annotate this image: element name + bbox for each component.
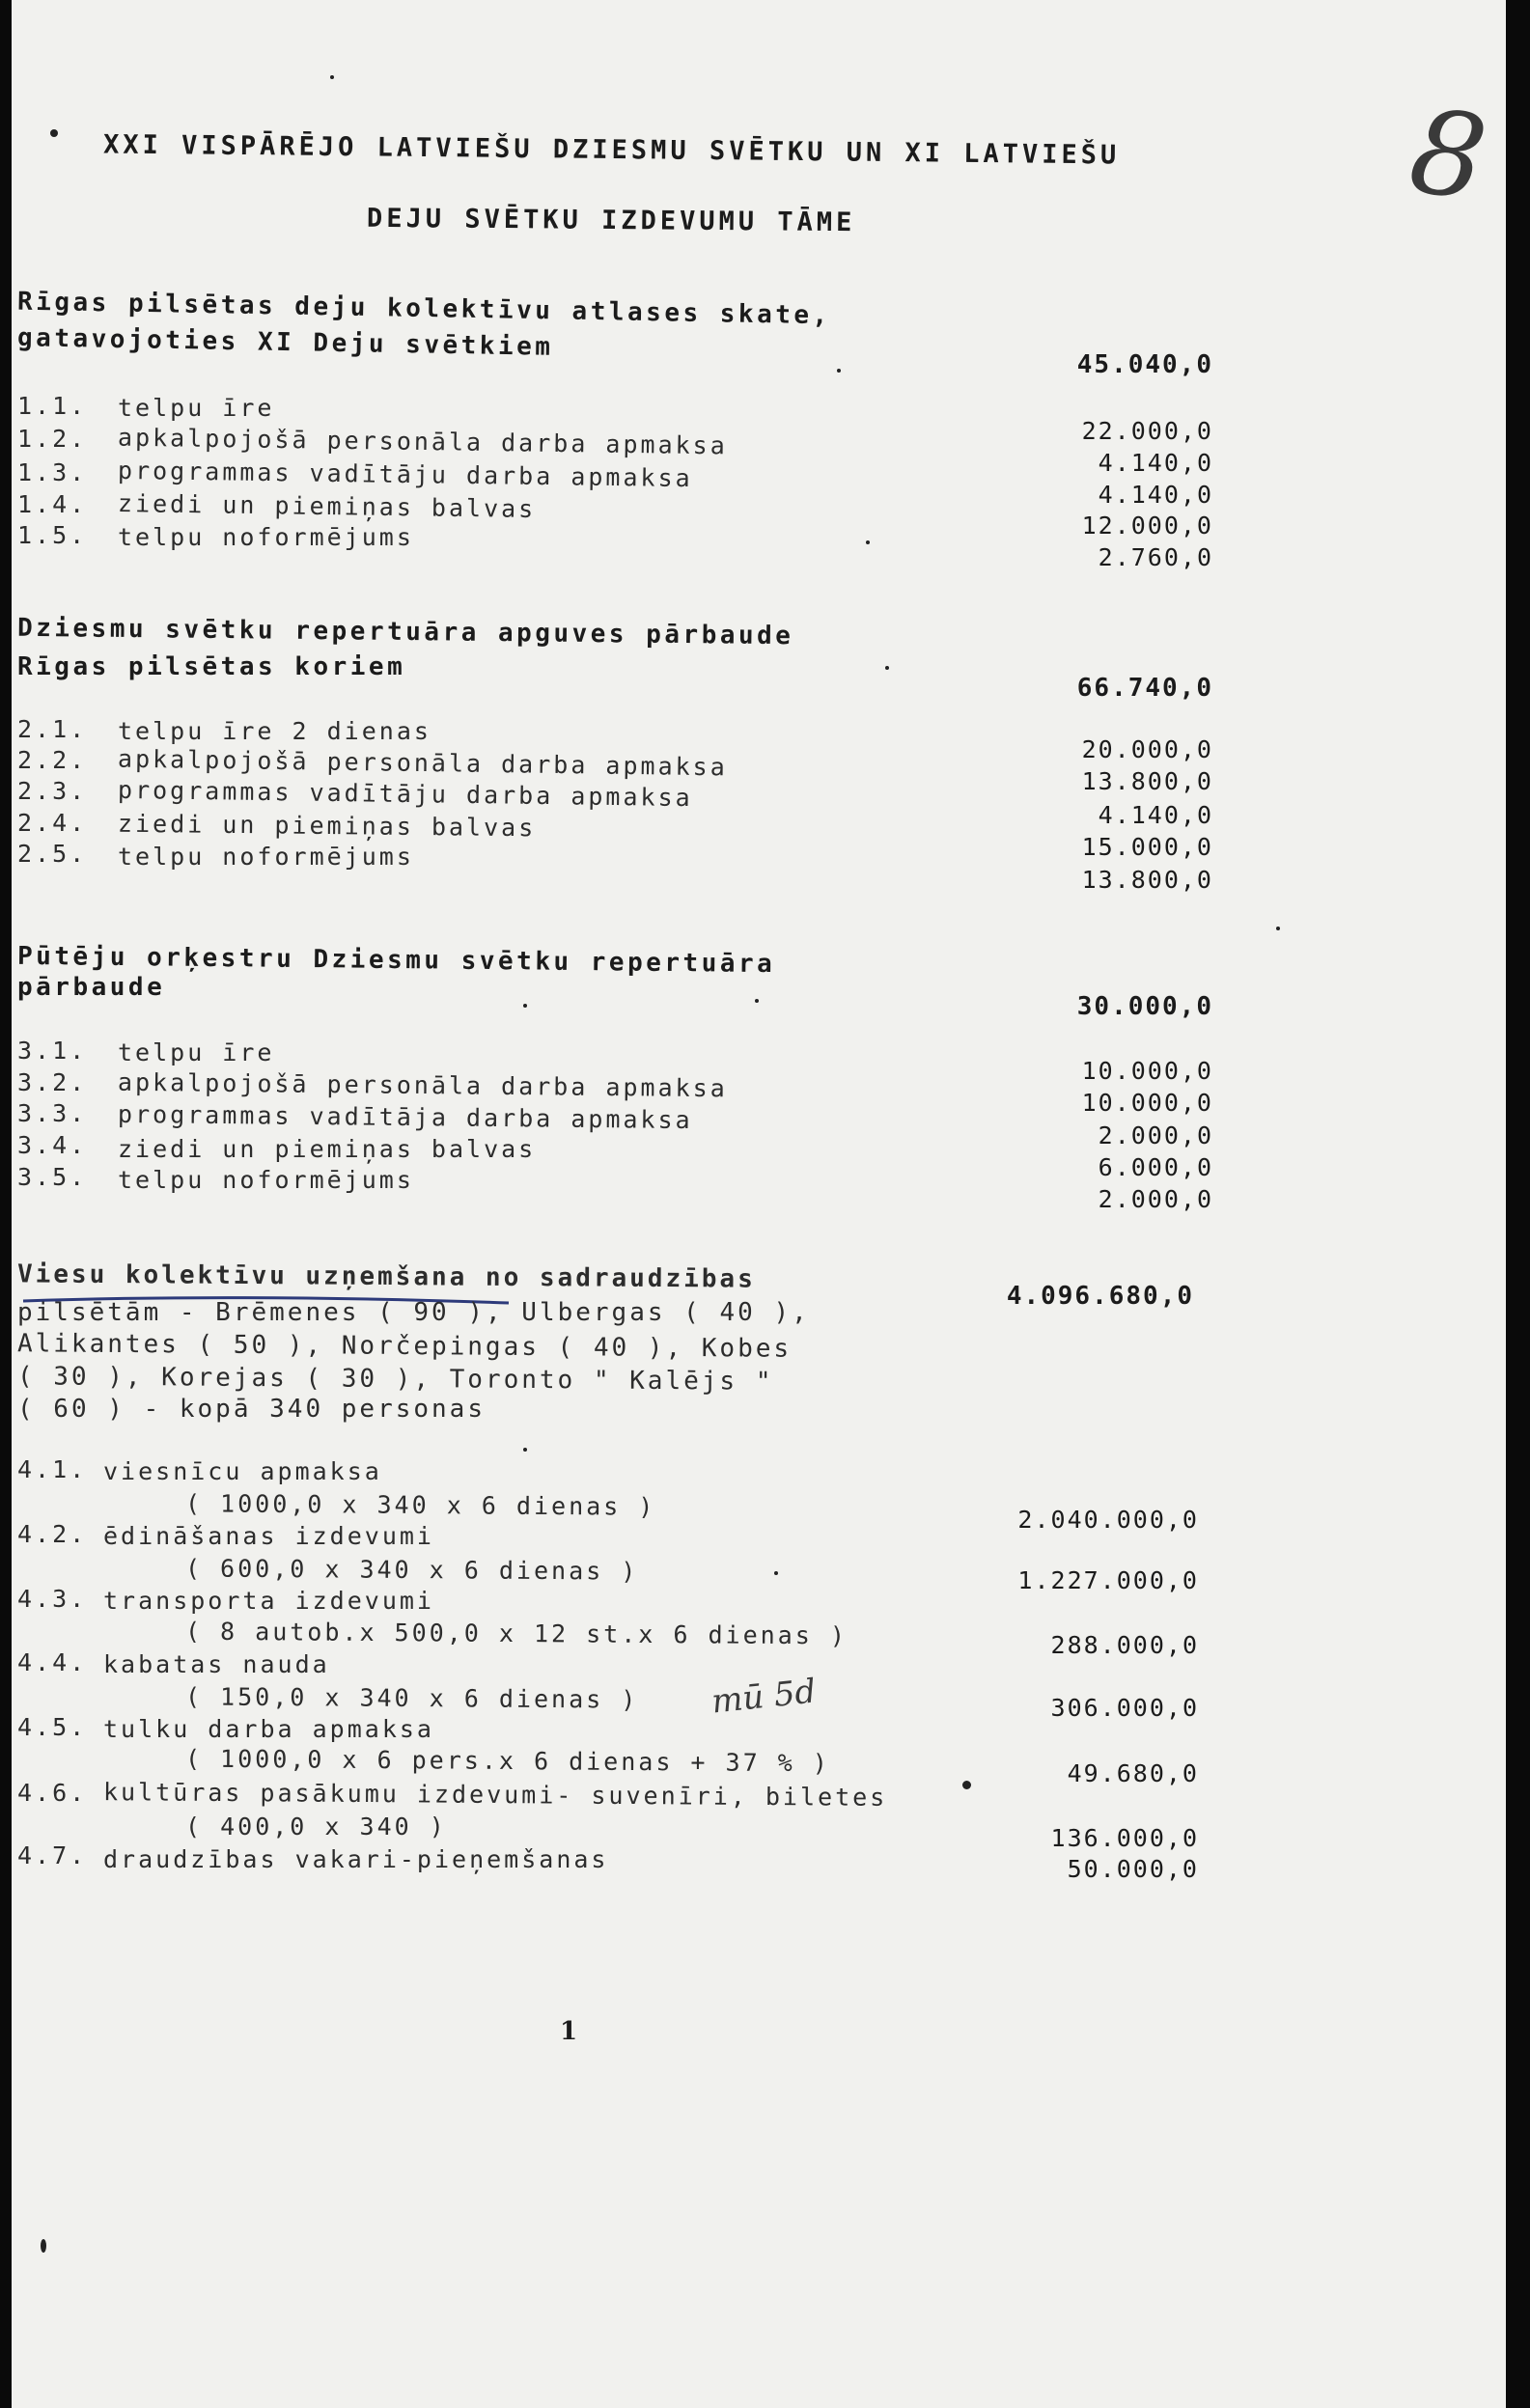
section-3-heading-1: Pūtēju orķestru Dziesmu svētku repertuāra	[16, 941, 776, 980]
section-4-heading-3: Alikantes ( 50 ), Norčepingas ( 40 ), Kobes	[16, 1329, 793, 1364]
section-1-total: 45.040,0	[1076, 350, 1213, 379]
item-4-4-detail: ( 150,0 x 340 x 6 dienas )	[184, 1682, 639, 1714]
item-4-6-detail: ( 400,0 x 340 )	[185, 1813, 447, 1841]
item-2-2-label: apkalpojošā personāla darba apmaksa	[117, 744, 728, 782]
section-2-heading-2: Rīgas pilsētas koriem	[17, 652, 406, 681]
scan-speck	[837, 369, 841, 373]
section-4-heading-4: ( 30 ), Korejas ( 30 ), Toronto " Kalējs "	[16, 1362, 774, 1397]
item-1-2-no: 1.2.	[17, 425, 88, 453]
title-line-2: DEJU SVĒTKU IZDEVUMU TĀME	[366, 203, 856, 238]
item-4-7-label: draudzības vakari-pieņemšanas	[103, 1845, 609, 1873]
item-3-1-label: telpu īre	[118, 1038, 275, 1066]
section-2-heading-1: Dziesmu svētku repertuāra apguves pārbaude	[16, 613, 794, 651]
item-4-1-detail: ( 1000,0 x 340 x 6 dienas )	[184, 1489, 656, 1521]
item-2-1-amount: 20.000,0	[1081, 735, 1213, 763]
item-4-2-label: ēdināšanas izdevumi	[103, 1522, 434, 1550]
item-3-3-label: programmas vadītāja darba apmaksa	[117, 1099, 693, 1135]
item-1-1-label: telpu īre	[118, 394, 275, 422]
item-3-2-label: apkalpojošā personāla darba apmaksa	[117, 1067, 728, 1103]
item-3-1-amount: 10.000,0	[1081, 1057, 1213, 1085]
item-1-1-no: 1.1.	[17, 392, 88, 420]
document-page	[12, 0, 1506, 2408]
item-2-3-no: 2.3.	[17, 777, 88, 805]
item-3-4-no: 3.4.	[17, 1131, 88, 1159]
item-1-2-label: apkalpojošā personāla darba apmaksa	[117, 423, 728, 460]
item-2-2-no: 2.2.	[17, 746, 88, 774]
section-4-heading-2: pilsētām - Brēmenes ( 90 ), Ulbergas ( 40 ),	[17, 1298, 810, 1327]
item-2-5-label: telpu noformējums	[118, 843, 414, 871]
item-3-2-amount: 10.000,0	[1081, 1089, 1213, 1117]
item-1-4-no: 1.4.	[17, 490, 88, 518]
item-4-7-no: 4.7.	[17, 1841, 88, 1869]
item-1-5-label: telpu noformējums	[118, 523, 414, 551]
item-2-1-no: 2.1.	[17, 715, 88, 743]
item-2-5-no: 2.5.	[17, 840, 88, 868]
item-3-3-no: 3.3.	[17, 1099, 88, 1127]
item-4-2-detail: ( 600,0 x 340 x 6 dienas )	[184, 1554, 639, 1586]
scan-speck	[774, 1571, 778, 1575]
item-4-1-label: viesnīcu apmaksa	[103, 1457, 382, 1485]
item-2-5-amount: 13.800,0	[1081, 866, 1213, 894]
item-3-4-label: ziedi un piemiņas balvas	[118, 1135, 537, 1163]
scan-speck	[41, 2239, 46, 2253]
item-4-5-no: 4.5.	[17, 1713, 88, 1741]
section-4-heading-5: ( 60 ) - kopā 340 personas	[17, 1395, 486, 1424]
scan-speck	[1276, 927, 1280, 930]
item-4-4-label: kabatas nauda	[103, 1650, 330, 1678]
section-2-total: 66.740,0	[1076, 674, 1213, 703]
scan-speck	[755, 999, 759, 1003]
item-1-4-amount: 12.000,0	[1081, 512, 1213, 540]
handwritten-page-number: 8	[1402, 84, 1494, 228]
item-4-2-no: 4.2.	[17, 1520, 88, 1548]
item-1-5-no: 1.5.	[17, 521, 88, 549]
item-3-1-no: 3.1.	[17, 1037, 88, 1065]
item-4-5-label: tulku darba apmaksa	[103, 1715, 434, 1743]
item-4-2-amount: 1.227.000,0	[1017, 1566, 1199, 1594]
section-4-total: 4.096.680,0	[1006, 1282, 1194, 1311]
item-1-1-amount: 22.000,0	[1081, 417, 1213, 445]
scan-speck	[523, 1004, 527, 1008]
scan-speck	[885, 666, 889, 670]
item-1-3-amount: 4.140,0	[1098, 481, 1213, 509]
item-2-4-amount: 15.000,0	[1081, 833, 1213, 861]
page-number: 1	[560, 2017, 581, 2046]
section-4-heading-1: Viesu kolektīvu uzņemšana no sadraudzības	[16, 1259, 756, 1294]
section-1-heading-2: gatavojoties XI Deju svētkiem	[16, 323, 554, 362]
item-2-4-label: ziedi un piemiņas balvas	[117, 809, 537, 843]
item-4-3-no: 4.3.	[17, 1585, 88, 1613]
section-3-total: 30.000,0	[1076, 992, 1213, 1021]
scan-speck	[50, 129, 58, 137]
item-3-3-amount: 2.000,0	[1098, 1121, 1213, 1149]
item-1-3-label: programmas vadītāju darba apmaksa	[117, 456, 693, 493]
item-4-5-detail: ( 1000,0 x 6 pers.x 6 dienas + 37 % )	[184, 1744, 830, 1778]
item-4-4-no: 4.4.	[17, 1648, 88, 1676]
scan-speck	[330, 75, 334, 79]
item-3-5-amount: 2.000,0	[1098, 1185, 1213, 1213]
item-1-4-label: ziedi un piemiņas balvas	[117, 488, 537, 524]
item-4-7-amount: 50.000,0	[1067, 1855, 1199, 1883]
item-4-3-label: transporta izdevumi	[103, 1587, 434, 1615]
item-4-6-no: 4.6.	[17, 1779, 88, 1807]
item-4-4-amount: 306.000,0	[1050, 1694, 1199, 1722]
title-line-1: XXI VISPĀRĒJO LATVIEŠU DZIESMU SVĒTKU UN XI LATVIEŠU	[102, 129, 1121, 171]
item-2-3-label: programmas vadītāju darba apmaksa	[117, 775, 693, 813]
item-2-3-amount: 4.140,0	[1098, 801, 1213, 829]
section-1-heading-1: Rīgas pilsētas deju kolektīvu atlases skate,	[16, 287, 831, 331]
section-3-heading-2: pārbaude	[17, 973, 166, 1002]
scan-speck	[866, 540, 870, 544]
item-4-3-detail: ( 8 autob.x 500,0 x 12 st.x 6 dienas )	[184, 1617, 848, 1650]
item-2-4-no: 2.4.	[17, 809, 88, 837]
item-2-2-amount: 13.800,0	[1081, 767, 1213, 795]
item-4-1-amount: 2.040.000,0	[1017, 1506, 1199, 1534]
item-1-2-amount: 4.140,0	[1098, 449, 1213, 477]
handwritten-margin-note: mū 5d	[709, 1672, 819, 1722]
item-4-6-label: kultūras pasākumu izdevumi- suvenīri, biletes	[102, 1778, 888, 1812]
item-4-6-amount: 136.000,0	[1050, 1824, 1199, 1852]
item-1-5-amount: 2.760,0	[1098, 543, 1213, 571]
scan-speck	[523, 1448, 527, 1452]
item-4-3-amount: 288.000,0	[1050, 1631, 1199, 1659]
scan-speck	[962, 1781, 971, 1789]
item-3-4-amount: 6.000,0	[1098, 1153, 1213, 1181]
item-1-3-no: 1.3.	[17, 458, 88, 486]
item-3-5-no: 3.5.	[17, 1163, 88, 1191]
item-4-1-no: 4.1.	[17, 1455, 88, 1483]
item-3-5-label: telpu noformējums	[118, 1166, 414, 1194]
item-2-1-label: telpu īre 2 dienas	[118, 717, 431, 745]
item-3-2-no: 3.2.	[17, 1068, 88, 1096]
item-4-5-amount: 49.680,0	[1067, 1759, 1199, 1787]
